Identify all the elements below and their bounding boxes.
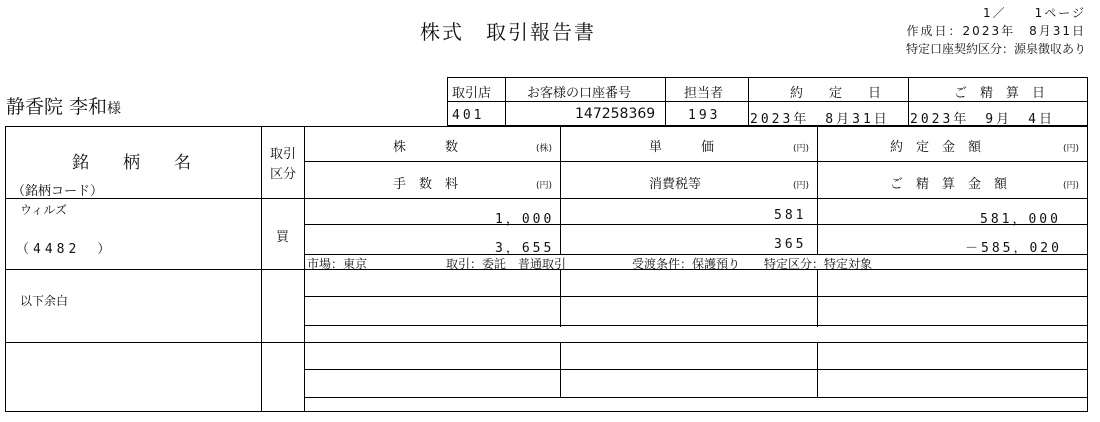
kubun-header-1: 取引 bbox=[270, 147, 297, 162]
customer-name: 静香院 李和様 bbox=[6, 96, 122, 118]
fee-header: 手 数 料 bbox=[393, 177, 459, 192]
settle-value: －585，020 bbox=[965, 241, 1062, 256]
account-number-header: お客様の口座番号 bbox=[527, 86, 632, 101]
page-number: 1／ 1ページ bbox=[982, 6, 1086, 20]
meigara-header: 銘 柄 名 bbox=[72, 153, 191, 173]
trade-date-value: 2023年 8月31日 bbox=[750, 112, 890, 127]
shares-unit: (株) bbox=[536, 144, 553, 154]
amount-value: 581，000 bbox=[980, 212, 1061, 227]
settlement-date-header: ご 精 算 日 bbox=[954, 86, 1046, 101]
remark-text: 以下余白 bbox=[20, 294, 69, 308]
shares-header: 株 数 bbox=[393, 140, 459, 155]
branch-header: 取引店 bbox=[452, 86, 492, 101]
amount-unit: (円) bbox=[1063, 144, 1080, 154]
branch-value: 401 bbox=[452, 108, 485, 123]
tax-unit: (円) bbox=[793, 181, 810, 191]
meigara-code-header: （銘柄コード） bbox=[12, 184, 104, 199]
price-header: 単 価 bbox=[649, 140, 715, 155]
torihiki-label: 取引：委託 普通取引 bbox=[446, 257, 567, 271]
price-value: 581 bbox=[774, 208, 807, 223]
settle-unit: (円) bbox=[1063, 181, 1080, 191]
shares-value: 1，000 bbox=[495, 212, 555, 227]
price-unit: (円) bbox=[793, 144, 810, 154]
account-type: 特定口座契約区分：源泉徴収あり bbox=[905, 42, 1086, 56]
fee-value: 3，655 bbox=[495, 241, 555, 256]
trade-kubun: 買 bbox=[276, 230, 290, 245]
market-label: 市場：東京 bbox=[307, 257, 368, 271]
staff-header: 担当者 bbox=[684, 86, 724, 101]
ukewatashi-label: 受渡条件：保護預り bbox=[632, 257, 741, 271]
report-title: 株式 取引報告書 bbox=[420, 20, 596, 44]
fee-unit: (円) bbox=[536, 181, 553, 191]
account-number-value: 147258369 bbox=[575, 106, 656, 122]
amount-header: 約 定 金 額 bbox=[890, 140, 982, 155]
tax-value: 365 bbox=[774, 237, 807, 252]
kubun-header-2: 区分 bbox=[270, 167, 297, 182]
settle-header: ご 精 算 金 額 bbox=[890, 177, 1008, 192]
tokutei-label: 特定区分：特定対象 bbox=[764, 257, 873, 271]
stock-name: ウィルズ bbox=[20, 203, 67, 217]
trade-date-header: 約 定 日 bbox=[790, 86, 882, 101]
settlement-date-value: 2023年 9月 4日 bbox=[910, 112, 1055, 127]
stock-code: （4482 ） bbox=[16, 242, 115, 257]
created-date: 作成日：2023年 8月31日 bbox=[906, 24, 1086, 38]
tax-header: 消費税等 bbox=[649, 177, 702, 192]
staff-value: 193 bbox=[688, 108, 721, 123]
